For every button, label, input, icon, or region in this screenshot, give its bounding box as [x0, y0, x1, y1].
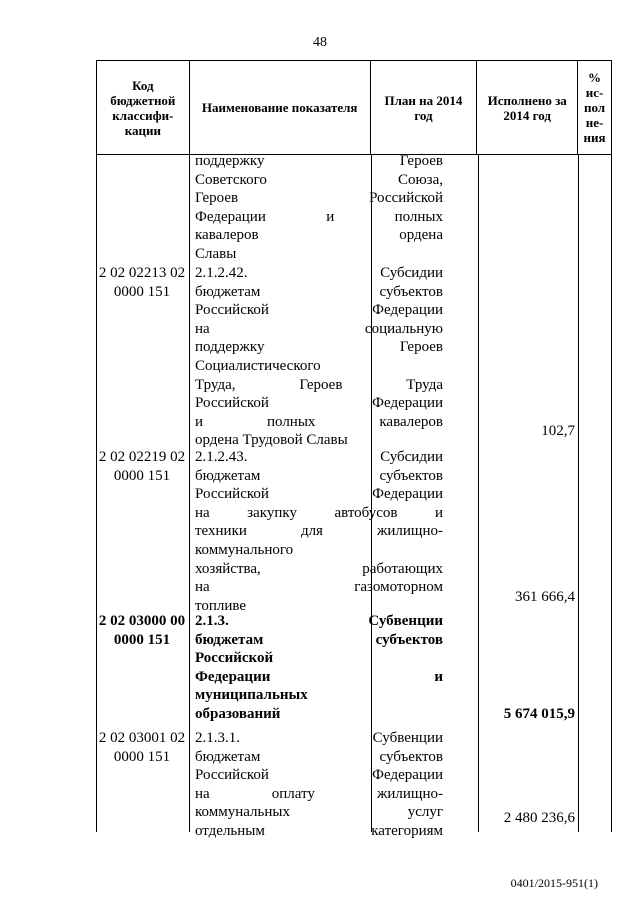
- header-executed: Исполнено за 2014 год: [477, 61, 578, 155]
- row-name: 2.1.2.43. Субсидии бюджетам субъектов Российской Федерации на закупку автобусов и техники для жилищно- коммунального хозяйства, работающих на газомоторном топливе: [195, 449, 443, 614]
- row-name: 2.1.3. Субвенции бюджетам субъектов Российской Федерации и муниципальных образований: [195, 613, 443, 722]
- row-executed: 102,7: [541, 423, 575, 439]
- row-name: 2.1.3.1. Субвенции бюджетам субъектов Российской Федерации на оплату жилищно- коммунальных услуг отдельным категориям: [195, 730, 443, 839]
- column-border: [611, 154, 612, 832]
- column-border: [478, 154, 479, 832]
- page-number: 48: [313, 35, 327, 50]
- column-border: [189, 154, 190, 832]
- column-border: [578, 154, 579, 832]
- row-code: 2 02 02213 02 0000 151: [98, 265, 186, 300]
- row-executed: 2 480 236,6: [503, 810, 575, 826]
- row-code: 2 02 03000 00 0000 151: [98, 613, 186, 648]
- row-executed: 5 674 015,9: [503, 706, 575, 722]
- row-code: 2 02 02219 02 0000 151: [98, 449, 186, 484]
- header-percent: % ис-пол не-ния: [578, 61, 612, 155]
- header-code: Код бюджетной классифи-кации: [97, 61, 190, 155]
- header-name: Наименование показателя: [189, 61, 370, 155]
- document-number: 0401/2015-951(1): [510, 876, 598, 890]
- row-name: 2.1.2.42. Субсидии бюджетам субъектов Российской Федерации на социальную поддержку Героев Социалистического Труда, Героев Труда Российской Федерации и полных кавалеров ордена Трудовой Славы: [195, 265, 443, 449]
- row-executed: 361 666,4: [515, 589, 575, 605]
- row-name: поддержку Героев Советского Союза, Героев Российской Федерации и полных кавалеров ордена Славы: [195, 153, 443, 262]
- row-code: 2 02 03001 02 0000 151: [98, 730, 186, 765]
- table-header: [96, 60, 612, 155]
- header-plan: План на 2014 год: [370, 61, 477, 155]
